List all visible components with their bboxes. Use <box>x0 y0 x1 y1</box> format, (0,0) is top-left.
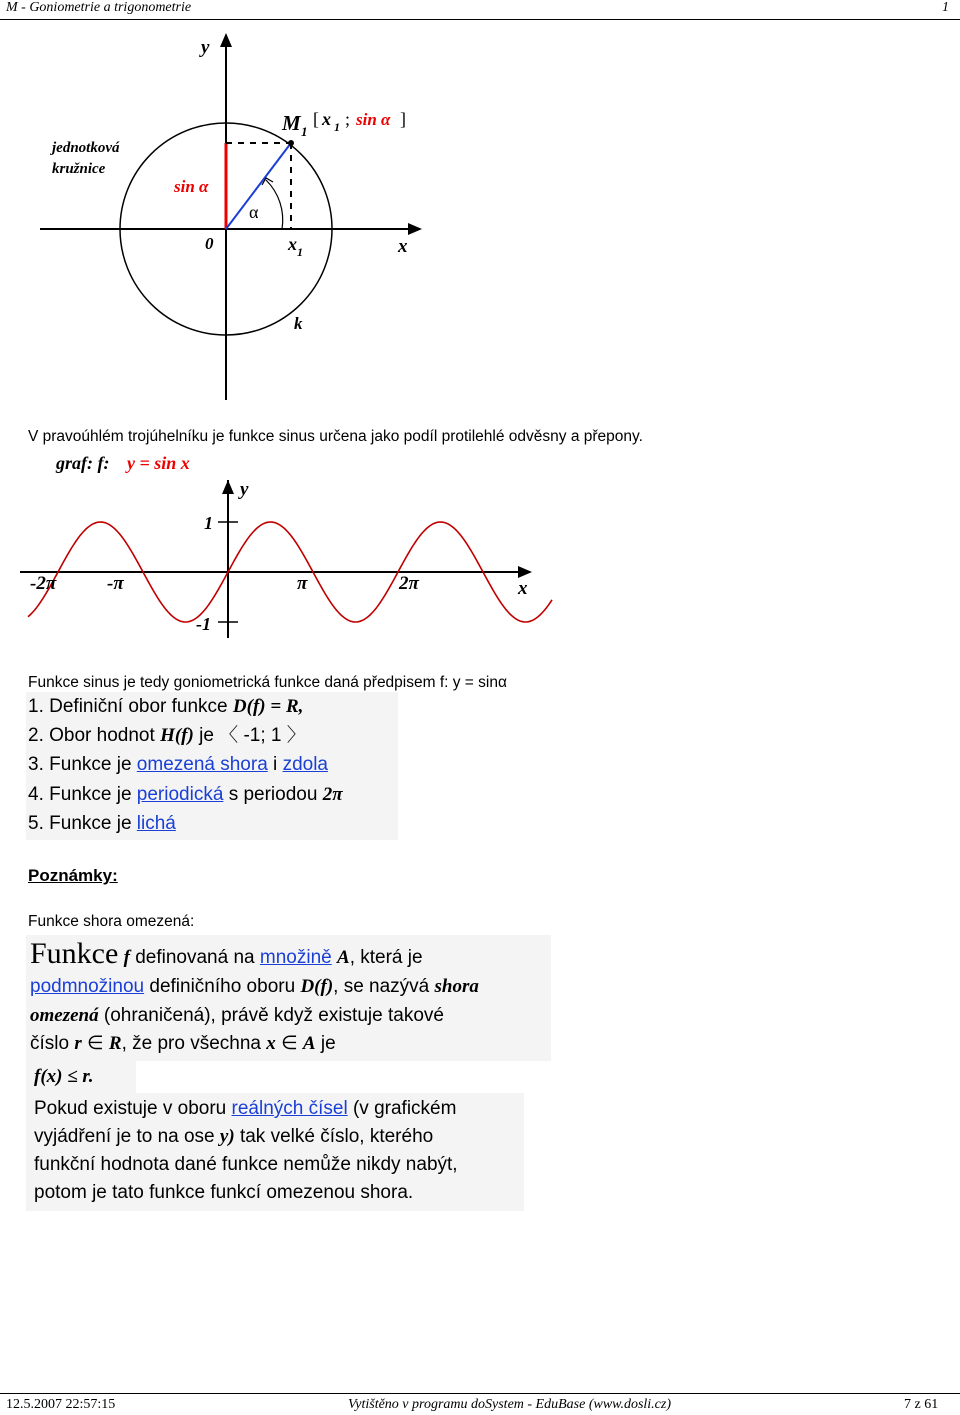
graph-x-label: x <box>518 578 528 599</box>
y-axis-arrow <box>220 33 232 47</box>
definition-line-2: podmnožinou definičního oboru D(f), se nazývá shora <box>30 976 479 997</box>
definition-box <box>26 935 551 1061</box>
property-2: 2. Obor hodnot H(f) je 〈 -1; 1 〉 <box>28 725 306 746</box>
alpha-label: α <box>249 202 259 222</box>
graph-x-tick-2pi: 2π <box>399 573 419 594</box>
property-3: 3. Funkce je omezená shora i zdola <box>28 754 328 775</box>
point-m1 <box>288 140 294 146</box>
coord-open: [ <box>313 109 319 129</box>
link-real-numbers[interactable]: reálných čísel <box>231 1098 348 1119</box>
triangle-definition-text: V pravoúhlém trojúhelníku je funkce sinus určena jako podíl protilehlé odvěsny a přepony. <box>28 428 643 445</box>
link-bounded-above[interactable]: omezená shora <box>136 754 268 775</box>
link-bounded-below[interactable]: zdola <box>282 754 328 775</box>
circle-x-label: x <box>398 236 408 257</box>
radius-line <box>226 143 291 229</box>
footer-page: 7 z 61 <box>904 1397 939 1412</box>
x1-label: x <box>288 234 297 254</box>
definition-line-5: f(x) ≤ r. <box>34 1066 94 1087</box>
definition-line-4: číslo r ∈ R, že pro všechna x ∈ A je <box>30 1033 336 1054</box>
graph-x-tick-minus-2pi: -2π <box>30 573 57 594</box>
m1-subscript: 1 <box>301 124 308 139</box>
bounded-above-label: Funkce shora omezená: <box>28 913 195 930</box>
property-5: 5. Funkce je lichá <box>28 813 176 834</box>
document-title: M - Goniometrie a trigonometrie <box>6 0 192 15</box>
angle-arc <box>266 180 283 229</box>
definition-line-3: omezená (ohraničená), právě když existuje takové <box>30 1005 444 1026</box>
unit-circle-label-1: jednotková <box>52 140 120 156</box>
properties-panel <box>26 692 398 840</box>
sin-alpha-label: sin α <box>174 177 209 196</box>
coord-sin: sin α <box>356 110 391 129</box>
notes-heading: Poznámky: <box>28 866 118 885</box>
coord-x: x <box>322 109 331 129</box>
circle-y-label: y <box>201 37 210 58</box>
sine-graph <box>0 448 570 643</box>
k-label: k <box>294 314 303 333</box>
link-subset[interactable]: podmnožinou <box>30 976 145 997</box>
x-axis-arrow <box>408 223 422 235</box>
graph-x-tick-minus-pi: -π <box>107 573 124 594</box>
x1-subscript: 1 <box>297 245 303 259</box>
explanation-line-4: potom je tato funkce funkcí omezenou shora. <box>34 1182 414 1203</box>
graph-title-prefix: graf: f: <box>56 453 110 473</box>
footer-rule <box>0 1393 960 1394</box>
unit-circle-label-2: kružnice <box>52 161 106 177</box>
graph-y-tick-minus-1: -1 <box>196 614 211 634</box>
origin-label: 0 <box>205 234 214 253</box>
property-4: 4. Funkce je periodická s periodou 2π <box>28 784 343 805</box>
header-rule <box>0 19 960 20</box>
definition-line-1: Funkce f definovaná na množině A, která je <box>30 937 423 970</box>
coord-x-sub: 1 <box>334 120 340 134</box>
explanation-line-3: funkční hodnota dané funkce nemůže nikdy nabýt, <box>34 1154 458 1175</box>
m1-label: M <box>282 111 301 135</box>
explanation-line-1: Pokud existuje v oboru reálných čísel (v grafickém <box>34 1098 457 1119</box>
graph-title-formula: y = sin x <box>127 453 190 473</box>
graph-y-tick-1: 1 <box>204 513 213 533</box>
coord-sep: ; <box>345 109 351 129</box>
graph-y-label: y <box>240 479 249 500</box>
property-1: 1. Definiční obor funkce D(f) = R, <box>28 696 304 717</box>
link-set[interactable]: množině <box>259 947 332 968</box>
link-periodic[interactable]: periodická <box>136 784 224 805</box>
footer-date: 12.5.2007 22:57:15 <box>6 1397 116 1412</box>
sine-definition-text: Funkce sinus je tedy goniometrická funkce daná předpisem f: y = sinα <box>28 674 507 691</box>
footer-printed-by: Vytištěno v programu doSystem - EduBase (www.dosli.cz) <box>348 1397 672 1412</box>
header-page-number: 1 <box>942 0 949 15</box>
coord-close: ] <box>400 109 406 129</box>
link-odd[interactable]: lichá <box>136 813 176 834</box>
unit-circle-figure <box>0 25 460 405</box>
explanation-line-2: vyjádření je to na ose y) tak velké číslo, kterého <box>34 1126 434 1147</box>
graph-x-tick-pi: π <box>297 573 308 594</box>
explanation-box <box>26 1093 524 1211</box>
